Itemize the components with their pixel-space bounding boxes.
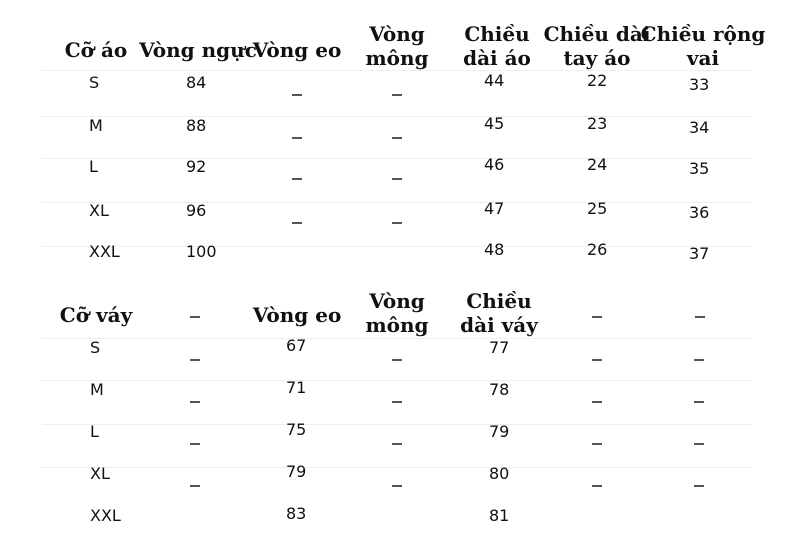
row-divider xyxy=(42,202,752,203)
row-divider xyxy=(42,246,752,247)
waist-cell: 75 xyxy=(286,420,307,439)
size-cell: L xyxy=(89,157,98,176)
size-cell: L xyxy=(90,422,99,441)
header-col-4: Vòng mông xyxy=(365,22,429,70)
length-cell: 44 xyxy=(484,71,505,90)
sleeve-cell: 24 xyxy=(587,155,608,174)
size-cell: S xyxy=(90,338,101,357)
length-cell: 77 xyxy=(489,338,510,357)
header-col-5: Chiều dài váy xyxy=(460,289,538,337)
size-cell: XL xyxy=(89,201,109,220)
sleeve-cell: 26 xyxy=(587,240,608,259)
row-divider xyxy=(42,158,752,159)
header-col-3: Vòng eo xyxy=(252,38,342,62)
row-divider xyxy=(42,116,752,117)
col6-dash xyxy=(592,443,602,445)
col2-dash xyxy=(190,401,200,403)
chest-cell: 96 xyxy=(186,201,207,220)
length-cell: 81 xyxy=(489,506,510,525)
waist-dash xyxy=(292,178,302,180)
col2-dash xyxy=(190,359,200,361)
length-cell: 80 xyxy=(489,464,510,483)
row-divider xyxy=(42,424,752,425)
chest-cell: 84 xyxy=(186,73,207,92)
shoulder-cell: 37 xyxy=(689,244,710,263)
col7-dash xyxy=(694,443,704,445)
length-cell: 46 xyxy=(484,155,505,174)
shoulder-cell: 36 xyxy=(689,203,710,222)
waist-dash xyxy=(292,137,302,139)
length-cell: 48 xyxy=(484,240,505,259)
waist-cell: 67 xyxy=(286,336,307,355)
row-divider xyxy=(42,467,752,468)
shoulder-cell: 33 xyxy=(689,75,710,94)
length-cell: 79 xyxy=(489,422,510,441)
waist-cell: 83 xyxy=(286,504,307,523)
hip-dash xyxy=(392,137,402,139)
shoulder-cell: 34 xyxy=(689,118,710,137)
header-col-6: Chiều dài tay áo xyxy=(543,22,651,70)
chest-cell: 88 xyxy=(186,116,207,135)
size-cell: M xyxy=(89,116,103,135)
col7-dash xyxy=(694,359,704,361)
chest-cell: 92 xyxy=(186,157,207,176)
header-col-2: Vòng ngực xyxy=(139,38,257,62)
size-cell: M xyxy=(90,380,104,399)
col6-dash xyxy=(592,485,602,487)
size-cell: XL xyxy=(90,464,110,483)
row-divider xyxy=(42,380,752,381)
waist-cell: 79 xyxy=(286,462,307,481)
size-cell: XXL xyxy=(90,506,121,525)
waist-dash xyxy=(292,94,302,96)
chest-cell: 100 xyxy=(186,242,217,261)
hip-dash xyxy=(392,222,402,224)
sleeve-cell: 25 xyxy=(587,199,608,218)
col2-dash xyxy=(190,485,200,487)
col6-dash xyxy=(592,359,602,361)
length-cell: 45 xyxy=(484,114,505,133)
header-col-5: Chiều dài áo xyxy=(463,22,531,70)
hip-dash xyxy=(392,94,402,96)
row-divider xyxy=(42,70,752,71)
hip-dash xyxy=(392,359,402,361)
col6-dash xyxy=(592,401,602,403)
header-dash xyxy=(592,316,602,318)
header-col-7: Chiều rộng vai xyxy=(640,22,766,70)
waist-cell: 71 xyxy=(286,378,307,397)
header-dash xyxy=(695,316,705,318)
waist-dash xyxy=(292,222,302,224)
header-dash xyxy=(190,316,200,318)
size-cell: S xyxy=(89,73,100,92)
hip-dash xyxy=(392,485,402,487)
hip-dash xyxy=(392,401,402,403)
size-cell: XXL xyxy=(89,242,120,261)
header-col-1: Cỡ áo xyxy=(64,38,128,62)
col7-dash xyxy=(694,485,704,487)
col7-dash xyxy=(694,401,704,403)
header-col-1: Cỡ váy xyxy=(59,303,133,327)
length-cell: 47 xyxy=(484,199,505,218)
col2-dash xyxy=(190,443,200,445)
header-col-3: Vòng eo xyxy=(252,303,342,327)
hip-dash xyxy=(392,443,402,445)
sleeve-cell: 23 xyxy=(587,114,608,133)
header-col-4: Vòng mông xyxy=(365,289,429,337)
hip-dash xyxy=(392,178,402,180)
shoulder-cell: 35 xyxy=(689,159,710,178)
row-divider xyxy=(42,338,752,339)
length-cell: 78 xyxy=(489,380,510,399)
sleeve-cell: 22 xyxy=(587,71,608,90)
